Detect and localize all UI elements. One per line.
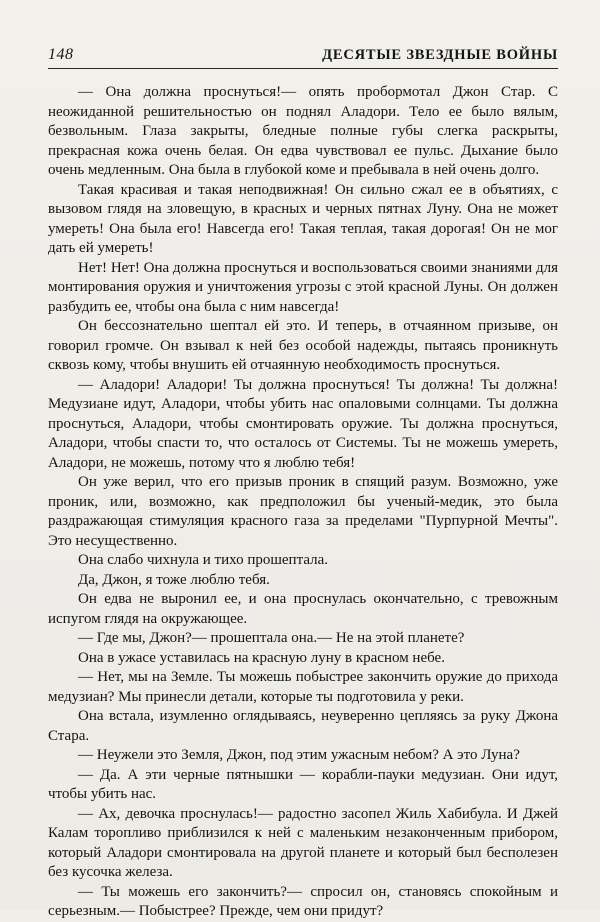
paragraph: — Аладори! Аладори! Ты должна проснуться! Ты должна! Ты должна! Медузиане идут, Аладори, чтобы убить нас опаловыми солнцами. Ты должна проснуться, Аладори, чтобы смонтировать оружие. Ты должна проснуться, Аладори, чтобы спасти то, что осталось от Системы. Ты не можешь умереть, Аладори, не можешь, потому что я люблю тебя! <box>48 376 558 471</box>
paragraph: Да, Джон, я тоже люблю тебя. <box>78 571 270 588</box>
paragraph: Он бессознательно шептал ей это. И теперь, в отчаянном призыве, он говорил громче. Он взывал к ней без особой надежды, пытаясь проникнуть сквозь кому, чтобы внушить ей отчаянную необходимость проснуться. <box>48 318 558 373</box>
paragraph: Он уже верил, что его призыв проник в спящий разум. Возможно, уже проник, или, возможно, как предположил бы ученый-медик, это была раздражающая стимуляция красного газа за пределами "Пурпурной Мечты". Это несущественно. <box>48 474 558 549</box>
page-header <box>48 46 558 68</box>
page-number: 148 <box>48 46 74 63</box>
paragraph: Такая красивая и такая неподвижная! Он сильно сжал ее в объятиях, с вызовом глядя на зловещую, в красных и черных пятнах Луну. Она не может умереть! Она была его! Навсегда его! Такая теплая, такая дорогая! Он не мог дать ей умереть! <box>48 181 558 256</box>
paragraph: Он едва не выронил ее, и она проснулась окончательно, с тревожным испугом глядя на окружающее. <box>48 591 558 627</box>
paragraph: — Где мы, Джон?— прошептала она.— Не на этой планете? <box>78 630 465 646</box>
paragraph: Нет! Нет! Она должна проснуться и воспользоваться своими знаниями для монтирования оружия и уничтожения угрозы с этой красной Луны. Он должен разбудить ее, чтобы она была с ним навсегда! <box>48 259 558 315</box>
header-rule <box>48 68 558 69</box>
page-body <box>48 83 558 922</box>
running-header-title: ДЕСЯТЫЕ ЗВЕЗДНЫЕ ВОЙНЫ <box>322 47 558 63</box>
paragraph: — Неужели это Земля, Джон, под этим ужасным небом? А это Луна? <box>78 747 520 763</box>
paragraph: Она встала, изумленно оглядываясь, неуверенно цепляясь за руку Джона Стара. <box>48 708 558 744</box>
paragraph: — Нет, мы на Земле. Ты можешь побыстрее закончить оружие до прихода медузиан? Мы принесли детали, которые ты подготовила у реки. <box>48 669 558 705</box>
paragraph: — Она должна проснуться!— опять пробормотал Джон Стар. С неожиданной решительностью он поднял Аладори. Тело ее было вялым, безвольным. Глаза закрыты, бледные полные губы слегка раскрыты, прекрасная кожа очень белая. Он едва чувствовал ее пульс. Дыхание было очень медленным. Она была в глубокой коме и пребывала в ней очень долго. <box>48 84 558 178</box>
paragraph: Она слабо чихнула и тихо прошептала. <box>78 552 329 568</box>
paragraph: — Ты можешь его закончить?— спросил он, становясь спокойным и серьезным.— Побыстрее? Прежде, чем они придут? <box>48 883 558 919</box>
paragraph: — Ах, девочка проснулась!— радостно засопел Жиль Хабибула. И Джей Калам торопливо приблизился к ней с маленьким незаконченным прибором, который Аладори смонтировала на другой планете и который был бесполезен без кусочка железа. <box>48 805 558 880</box>
paragraph: Она в ужасе уставилась на красную луну в красном небе. <box>78 649 445 666</box>
paragraph: — Да. А эти черные пятнышки — корабли-пауки медузиан. Они идут, чтобы убить нас. <box>48 766 558 802</box>
